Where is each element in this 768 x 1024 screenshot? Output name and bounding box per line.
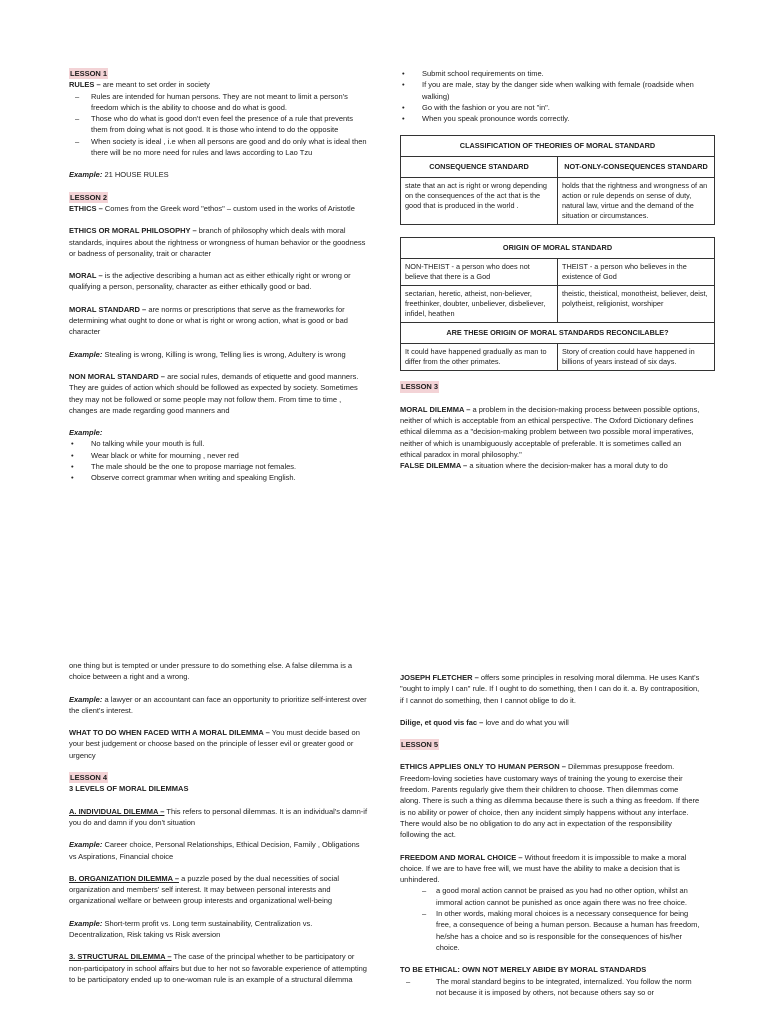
list-item: – In other words, making moral choices is a necessary consequence for being free, a consequence of being a human person. Because a human has freedom, he/she has a choice and so is responsible for the consequences of his/her choice. [400, 908, 700, 953]
list-item: – When society is ideal , i.e when all persons are good and do only what is ideal then there will be no more need for rules and laws according to Lao Tzu [69, 136, 369, 159]
moral-standard-definition: MORAL STANDARD – are norms or prescriptions that serve as the frameworks for determining what ought to done or what is right or wrong action, what is good or bad character [69, 304, 348, 337]
organization-dilemma-definition: B. ORGANIZATION DILEMMA – a puzzle posed by the dual necessities of social organization and members' self interest. It may between personal interests and organizational welfare or between group interests and organizational well-being [69, 873, 340, 906]
table-title: CLASSIFICATION OF THEORIES OF MORAL STANDARD [401, 136, 715, 157]
false-dilemma-definition: FALSE DILEMMA – a situation where the decision-maker has a moral duty to do [400, 461, 668, 471]
example-house-rules: Example: 21 HOUSE RULES [69, 170, 169, 180]
example-label: Example: [69, 428, 103, 438]
false-dilemma-continued: one thing but is tempted or under pressure to do something else. A false dilemma is a choice between a right and a wrong. [69, 661, 353, 682]
list-item: • Submit school requirements on time. [400, 68, 700, 79]
structural-dilemma-definition: 3. STRUCTURAL DILEMMA – The case of the principal whether to be participatory or non-participatory in school affairs but due to her not so favorable experience of attempting to be participatory ended up to one-woman rule is an example of a structural dilemma [69, 952, 367, 984]
classification-table [400, 135, 715, 225]
list-item: • When you speak pronounce words correctly. [400, 113, 700, 124]
list-item: • Wear black or white for mourning , never red [69, 450, 369, 461]
non-moral-standard-definition: NON MORAL STANDARD – are social rules, demands of etiquette and good manners. They are guides of action which should be followed as expected by society. Sometimes they may not be followed or some people may not follow them. From time to time , changes are made regarding good manners and [69, 371, 359, 415]
lesson-3-heading: LESSON 3 [401, 382, 439, 392]
column-top-left [69, 68, 369, 484]
table-header: CONSEQUENCE STANDARD [401, 157, 558, 178]
table-cell: theistic, theistical, monotheist, believer, deist, polytheist, religionist, worshiper [558, 286, 715, 323]
fletcher-definition: JOSEPH FLETCHER – offers some principles in resolving moral dilemma. He uses Kant's "ought to imply I can" rule. If I ought to do something, then I can do it. a. By contraposition, if I cannot do something, then I cannot oblige to do it. [400, 673, 700, 705]
to-be-ethical-list [400, 976, 700, 999]
example-individual: Example: Career choice, Personal Relationships, Ethical Decision, Family , Obligations vs Aspirations, Financial choice [69, 840, 360, 861]
list-item: • Observe correct grammar when writing and speaking English. [69, 472, 369, 483]
freedom-choice-definition: FREEDOM AND MORAL CHOICE – Without freedom it is impossible to make a moral choice. If we are to have free will, we must have the ability to make a decision that is unhindered. [400, 852, 687, 885]
ethics-human-definition: ETHICS APPLIES ONLY TO HUMAN PERSON – Dilemmas presuppose freedom. Freedom-loving societies have customary ways of training the young to exercise their freedom. Parents regularly give them their children to choose. Then dilemmas come along. There is such a thing as dilemma because there is such a thing as freedom. If there is no ability or power of choice, then any incident simply happens without any interface. There would also be no obligation to do any act in expectation of the responsibility following the act. [400, 762, 700, 840]
table-title: ORIGIN OF MORAL STANDARD [401, 238, 715, 259]
dilige-definition: Dilige, et quod vis fac – love and do what you will [400, 717, 569, 727]
table-cell: holds that the rightness and wrongness of an action or rule depends on sense of duty, natural law, virtue and the demand of the situation or circumstances. [558, 178, 715, 225]
moral-definition: MORAL – is the adjective describing a human act as either ethically right or wrong or qualifying a person, personality, character as either ethically good or bad. [69, 271, 351, 292]
table-cell: Story of creation could have happened in billions of years instead of six days. [558, 344, 715, 371]
rules-list [69, 91, 369, 159]
lesson-2-heading: LESSON 2 [70, 192, 108, 202]
list-item: • Go with the fashion or you are not "in". [400, 102, 700, 113]
rules-definition: RULES – are meant to set order in society [69, 80, 210, 90]
example-organization: Example: Short-term profit vs. Long term sustainability, Centralization vs. Decentralization, Risk taking vs Risk aversion [69, 918, 313, 940]
list-item: – Those who do what is good don't even feel the presence of a rule that prevents them from doing what is not good. It is those who intend to do the opposite [69, 113, 369, 136]
lesson-1-heading: LESSON 1 [70, 69, 108, 78]
list-item: • If you are male, stay by the danger side when walking with female (roadside when walking) [400, 79, 700, 102]
what-to-do-definition: WHAT TO DO WHEN FACED WITH A MORAL DILEMMA – You must decide based on your best judgement or choose based on the principle of lesser evil or greater good or urgency [69, 728, 360, 760]
individual-dilemma-definition: A. INDIVIDUAL DILEMMA – This refers to personal dilemmas. It is an individual's damn-if you do and damn if you don't situation [69, 806, 368, 827]
non-moral-examples-list [69, 438, 369, 483]
table-cell: sectarian, heretic, atheist, non-believer, freethinker, doubter, unbeliever, disbeliever, infidel, heathen [401, 286, 558, 323]
ethics-definition: ETHICS – Comes from the Greek word "ethos" – custom used in the works of Aristotle [69, 203, 355, 213]
to-be-ethical-heading: TO BE ETHICAL: OWN NOT MERELY ABIDE BY MORAL STANDARDS [400, 965, 647, 975]
list-item: – The moral standard begins to be integrated, internalized. You follow the norm not because it is imposed by others, not because others say so or [400, 976, 700, 999]
moral-dilemma-definition: MORAL DILEMMA – a problem in the decision-making process between possible options, neither of which is acceptable from an ethical perspective. The Oxford Dictionary defines ethical dilemma as a "decision-making problem between two possible moral imperatives, neither of which is unambiguously acceptable of preferable. It is sometimes called an ethical paradox in moral philosophy." [400, 404, 700, 459]
table-cell: THEIST - a person who believes in the existence of God [558, 259, 715, 286]
example-lawyer: Example: a lawyer or an accountant can face an opportunity to prioritize self-interest over the client's interest. [69, 694, 367, 715]
table-subtitle: ARE THESE ORIGIN OF MORAL STANDARDS RECONCILABLE? [401, 323, 715, 344]
lesson-4-heading: LESSON 4 [70, 773, 108, 783]
table-cell: NON-THEIST - a person who does not believe that there is a God [401, 259, 558, 286]
lesson-5-heading: LESSON 5 [401, 740, 439, 750]
list-item: • No talking while your mouth is full. [69, 438, 369, 449]
column-bottom-left [69, 660, 369, 985]
origin-table [400, 237, 715, 371]
column-top-right [400, 68, 708, 472]
freedom-list [400, 885, 700, 953]
table-cell: state that an act is right or wrong depending on the consequences of the act that is the good that is produced in the world . [401, 178, 558, 225]
example-moral-standards: Example: Stealing is wrong, Killing is wrong, Telling lies is wrong, Adultery is wrong [69, 349, 346, 359]
table-cell: It could have happened gradually as man to differ from the other primates. [401, 344, 558, 371]
list-item: – a good moral action cannot be praised as you had no other option, whilst an immoral action cannot be punished as once again there was no free choice. [400, 885, 700, 908]
column-bottom-right [400, 672, 700, 998]
table-header: NOT-ONLY-CONSEQUENCES STANDARD [558, 157, 715, 178]
non-moral-examples-continued [400, 68, 700, 124]
moral-philosophy-definition: ETHICS OR MORAL PHILOSOPHY – branch of philosophy which deals with moral standards, inquires about the rightness or wrongness of human behavior or the goodness or badness of personality, trait or character [69, 226, 366, 258]
levels-heading: 3 LEVELS OF MORAL DILEMMAS [69, 784, 189, 794]
list-item: • The male should be the one to propose marriage not females. [69, 461, 369, 472]
list-item: – Rules are intended for human persons. They are not meant to limit a person's freedom which is the ability to choose and do what is good. [69, 91, 369, 114]
